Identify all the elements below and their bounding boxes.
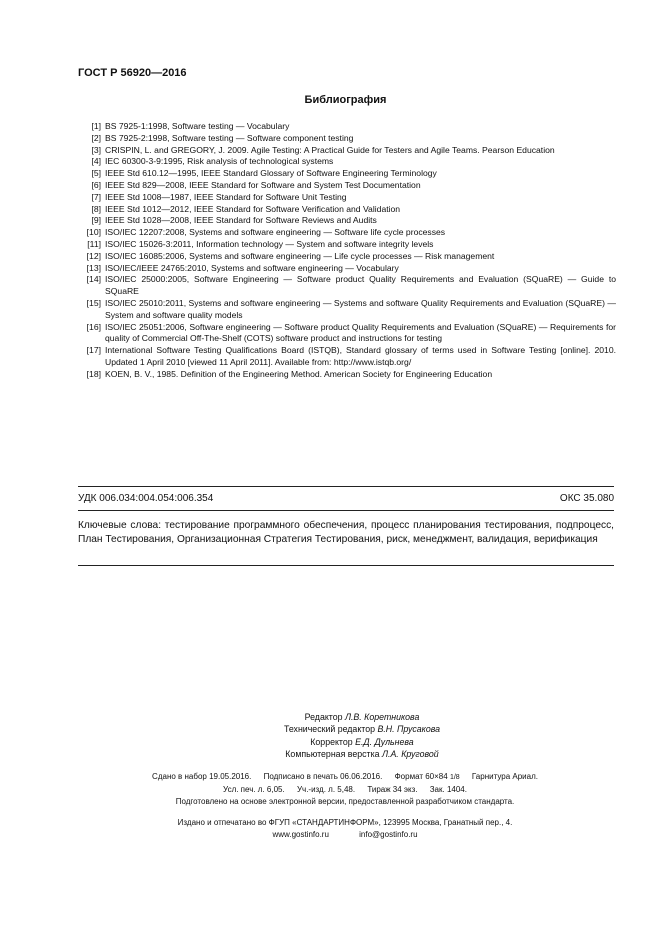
bibliography-item-text: BS 7925-1:1998, Software testing — Vocabulary: [105, 121, 290, 131]
page-header: ГОСТ Р 56920—2016: [78, 67, 187, 79]
credit-name: Е.Д. Дульнева: [355, 736, 414, 747]
bibliography-item: [74, 322, 616, 346]
bibliography-item-number: [18]: [86, 368, 101, 379]
print-info: [100, 771, 590, 809]
editorial-credits: [232, 711, 492, 761]
divider-middle: [78, 510, 614, 511]
bibliography-item-text: IEEE Std 610.12—1995, IEEE Standard Glossary of Software Engineering Terminology: [105, 168, 437, 179]
publisher-line: Издано и отпечатано во ФГУП «СТАНДАРТИНФОРМ», 123995 Москва, Гранатный пер., 4.: [177, 818, 513, 827]
bibliography-item-number: [15]: [86, 297, 101, 308]
bibliography-item-text: CRISPIN, L. and GREGORY, J. 2009. Agile Testing: A Practical Guide for Testers and Agile Teams. Pearson Education: [105, 144, 555, 155]
credit-name: Л.В. Коретникова: [344, 712, 420, 722]
credit-role: Корректор: [310, 736, 353, 747]
bibliography-item: [74, 251, 616, 263]
bibliography-item: [74, 227, 616, 239]
publisher-email[interactable]: info@gostinfo.ru: [359, 830, 418, 840]
bibliography-title: Библиография: [304, 94, 387, 106]
bibliography-item-number: [8]: [91, 203, 101, 214]
classification-row: [78, 493, 614, 504]
bibliography-item: [74, 215, 616, 227]
credit-role: Компьютерная верстка: [285, 749, 380, 760]
prepared-note: Подготовлено на основе электронной версии, предоставленной разработчиком стандарта.: [175, 797, 515, 807]
credit-line: [232, 748, 492, 760]
bibliography-item-text: IEC 60300-3-9:1995, Risk analysis of technological systems: [105, 156, 334, 167]
bibliography-item: [74, 263, 616, 275]
bibliography-item-number: [17]: [86, 345, 101, 356]
bibliography-item-number: [13]: [86, 262, 101, 273]
bibliography-item-number: [9]: [91, 215, 101, 226]
credit-line: [232, 723, 492, 735]
oks-code: ОКС 35.080: [559, 493, 614, 504]
bibliography-item: [74, 121, 616, 133]
bibliography-item-number: [6]: [91, 179, 101, 190]
bibliography-item: [74, 168, 616, 180]
bibliography-item-text: ISO/IEC 12207:2008, Systems and software engineering — Software life cycle processes: [105, 227, 446, 238]
udk-code: УДК 006.034:004.054:006.354: [78, 493, 214, 504]
bibliography-item: [74, 133, 616, 145]
bibliography-item-text: IEEE Std 1028—2008, IEEE Standard for Software Reviews and Audits: [105, 215, 377, 226]
typeset-date: Сдано в набор 19.05.2016.: [152, 772, 252, 781]
format-fraction: 1/8: [449, 774, 460, 781]
bibliography-item-number: [7]: [91, 191, 101, 202]
typeface: Гарнитура Ариал.: [471, 772, 538, 781]
bibliography-item-number: [10]: [86, 227, 101, 238]
paper-format: Формат 60×84: [394, 772, 448, 781]
bibliography-item: [74, 192, 616, 204]
credit-name: Л.А. Круговой: [381, 749, 439, 760]
bibliography-item-text: ISO/IEC/IEEE 24765:2010, Systems and software engineering — Vocabulary: [105, 262, 399, 273]
bibliography-item-text: ISO/IEC 25010:2011, Systems and software engineering — Systems and software Quality Requirements and Evaluation (SQuaRE) — System and software quality models: [105, 297, 616, 320]
credit-role: Технический редактор: [283, 724, 375, 735]
bibliography-item: [74, 156, 616, 168]
credit-line: [232, 711, 492, 723]
bibliography-item-number: [3]: [91, 144, 101, 155]
keywords: Ключевые слова: тестирование программного обеспечения, процесс планирования тестирования, подпроцесс, План Тестирования, Организационная Стратегия Тестирования, риск, менеджмент, валидация, верификация: [78, 520, 614, 545]
publisher-website[interactable]: www.gostinfo.ru: [272, 830, 329, 840]
bibliography-item: [74, 204, 616, 216]
credit-name: В.Н. Прусакова: [377, 724, 441, 735]
bibliography-item-text: International Software Testing Qualifications Board (ISTQB), Standard glossary of terms used in Software Testing [online]. 2010. Updated 1 April 2010 [viewed 11 April 2011]. Available from: http://www.istqb.org/: [105, 345, 616, 367]
bibliography-item-number: [4]: [91, 156, 101, 167]
divider-top: [78, 486, 614, 487]
bibliography-item-text: ISO/IEC 25051:2006, Software engineering — Software product Quality Requirements and Evaluation (SQuaRE) — Requirements for quality of Commercial Off-The-Shelf (COTS) software product and instructions for testing: [105, 321, 616, 344]
bibliography-item-number: [11]: [87, 238, 101, 249]
bibliography-item: [74, 239, 616, 251]
bibliography-item-text: IEEE Std 1012—2012, IEEE Standard for Software Verification and Validation: [105, 203, 401, 214]
divider-bottom: [78, 565, 614, 566]
bibliography-item-number: [14]: [86, 274, 101, 285]
bibliography-item-text: ISO/IEC 25000:2005, Software Engineering — Software product Quality Requirements and Evaluation (SQuaRE) — Guide to SQuaRE: [105, 274, 616, 297]
bibliography-item: [74, 298, 616, 322]
bibliography-item-text: ISO/IEC 16085:2006, Systems and software engineering — Life cycle processes — Risk management: [105, 250, 495, 261]
bibliography-item: [74, 145, 616, 157]
credit-line: [232, 736, 492, 748]
copies: Тираж 34 экз.: [367, 785, 418, 795]
bibliography-item-text: IEEE Std 829—2008, IEEE Standard for Software and System Test Documentation: [105, 179, 421, 190]
bibliography-item-number: [5]: [91, 168, 101, 179]
credit-role: Редактор: [304, 712, 343, 722]
bibliography-item-text: IEEE Std 1008—1987, IEEE Standard for Software Unit Testing: [105, 191, 347, 202]
bibliography-item-text: ISO/IEC 15026-3:2011, Information technology — System and software integrity levels: [105, 238, 434, 249]
bibliography-item: [74, 274, 616, 298]
bibliography-item-number: [16]: [86, 321, 101, 332]
bibliography-item-number: [1]: [91, 121, 101, 131]
bibliography-item-number: [2]: [91, 132, 101, 143]
print-sheets: Усл. печ. л. 6,05.: [223, 785, 285, 795]
bibliography-item-number: [12]: [86, 250, 101, 261]
bibliography-item-text: BS 7925-2:1998, Software testing — Software component testing: [105, 132, 354, 143]
bibliography-item: [74, 369, 616, 381]
publication-sheets: Уч.-изд. л. 5,48.: [296, 785, 356, 795]
bibliography-item: [74, 345, 616, 369]
signed-date: Подписано в печать 06.06.2016.: [263, 772, 383, 781]
order-number: Зак. 1404.: [429, 785, 467, 795]
bibliography-item-text: KOEN, B. V., 1985. Definition of the Engineering Method. American Society for Engineering Education: [105, 368, 493, 379]
publisher-info: [100, 817, 590, 841]
bibliography-list: [74, 121, 616, 381]
bibliography-item: [74, 180, 616, 192]
